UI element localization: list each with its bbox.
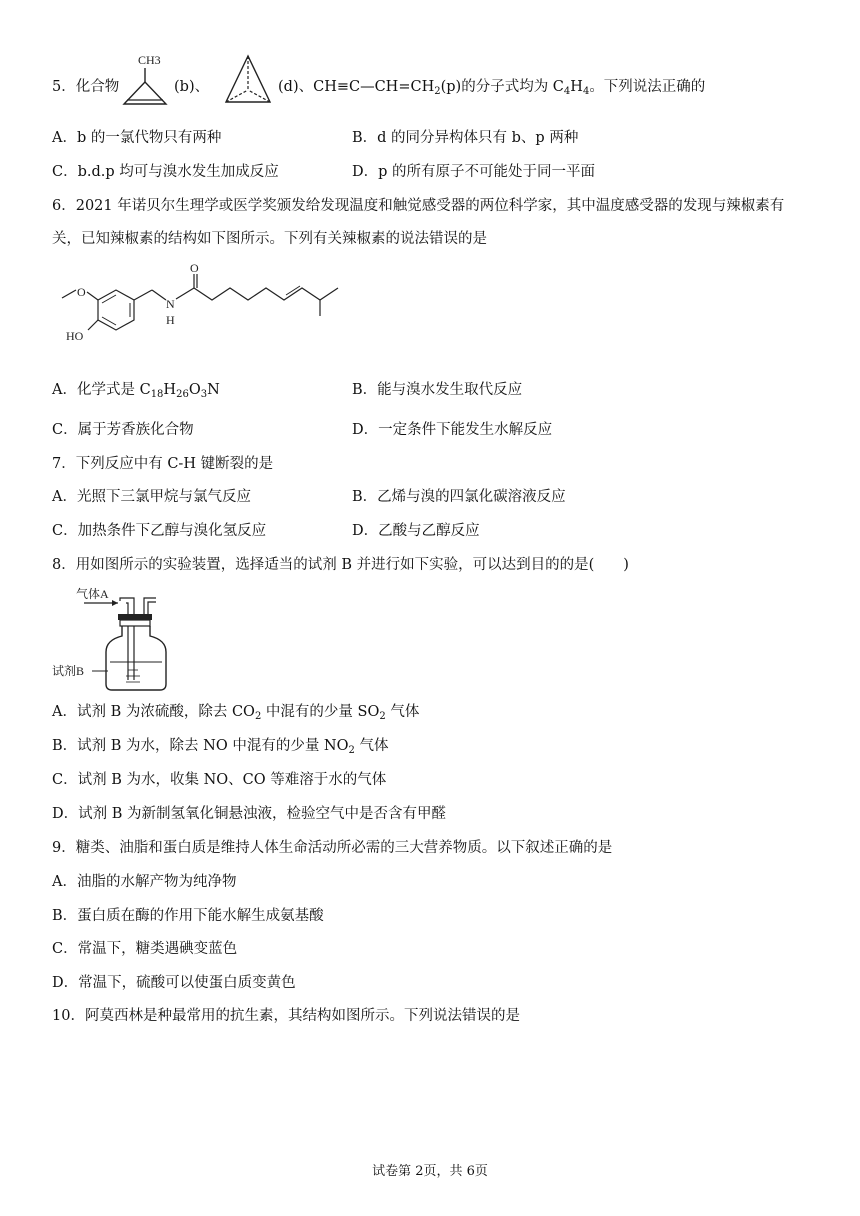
svg-text:试剂B: 试剂B: [52, 664, 85, 678]
q7-stem: 7．下列反应中有 C-H 键断裂的是: [52, 456, 274, 472]
q5-stem: [52, 77, 119, 97]
svg-text:HO: HO: [66, 329, 84, 343]
q6-option-d: D．一定条件下能发生水解反应: [352, 422, 553, 438]
q9-option-b: B．蛋白质在酶的作用下能水解生成氨基酸: [52, 908, 324, 924]
q8-option-b: B．试剂 B 为水，除去 NO 中混有的少量 $NO_2$ 气体: [52, 738, 389, 756]
gas-washing-bottle-apparatus: [52, 584, 162, 694]
q6-stem-line2: 关，已知辣椒素的结构如下图所示。下列有关辣椒素的说法错误的是: [52, 231, 487, 247]
q6-stem-line1: 6．2021 年诺贝尔生理学或医学奖颁发给发现温度和触觉感受器的两位科学家，其中温度感受器的发现与辣椒素有: [52, 198, 785, 214]
svg-text:气体A: 气体A: [76, 587, 109, 601]
q10-stem: 10．阿莫西林是种最常用的抗生素，其结构如图所示。下列说法错误的是: [52, 1008, 520, 1024]
page-footer: 试卷第 2页，共 6页: [372, 1164, 488, 1179]
q5-b-label: (b)、: [174, 79, 210, 95]
q8-option-c: C．试剂 B 为水，收集 NO、CO 等难溶于水的气体: [52, 772, 387, 788]
q5-number-label: 5．化合物: [52, 79, 120, 95]
q6-option-c: C．属于芳香族化合物: [52, 422, 194, 438]
q8-option-a: A．试剂 B 为浓硫酸，除去 $CO_2$ 中混有的少量 $SO_2$ 气体: [52, 704, 420, 722]
q5-stem-rest: (d)、$CH\equiv C—CH=CH_2(p)$的分子式均为 $C_4H_4$。下列说法正确的: [278, 79, 706, 97]
q5-option-d: D．p 的所有原子不可能处于同一平面: [352, 164, 596, 180]
q5-option-c: C．b.d.p 均可与溴水发生加成反应: [52, 164, 279, 180]
q7-option-d: D．乙酸与乙醇反应: [352, 523, 480, 539]
q9-stem: 9．糖类、油脂和蛋白质是维持人体生命活动所必需的三大营养物质。以下叙述正确的是: [52, 840, 613, 856]
q5-option-a: A．b 的一氯代物只有两种: [52, 130, 222, 146]
compound-b-cyclopropene-structure: [118, 52, 172, 110]
q8-stem: 8．用如图所示的实验装置，选择适当的试剂 B 并进行如下实验，可以达到目的的是( ): [52, 557, 629, 573]
q6-option-b: B．能与溴水发生取代反应: [352, 382, 523, 398]
svg-text:N: N: [166, 297, 175, 311]
capsaicin-structure: [62, 261, 362, 348]
q8-option-d: D．试剂 B 为新制氢氧化铜悬浊液，检验空气中是否含有甲醛: [52, 806, 446, 822]
q7-option-a: A．光照下三氯甲烷与氯气反应: [52, 489, 251, 505]
methyl-group-label: CH3: [138, 53, 161, 67]
q9-option-a: A．油脂的水解产物为纯净物: [52, 874, 237, 890]
svg-text:O: O: [190, 261, 199, 275]
q9-option-d: D．常温下，硫酸可以使蛋白质变黄色: [52, 975, 296, 991]
compound-d-tetrahedrane-structure: [222, 52, 276, 110]
q7-option-b: B．乙烯与溴的四氯化碳溶液反应: [352, 489, 566, 505]
q7-option-c: C．加热条件下乙醇与溴化氢反应: [52, 523, 267, 539]
q5-option-b: B．d 的同分异构体只有 b、p 两种: [352, 130, 579, 146]
svg-text:H: H: [166, 313, 175, 327]
q6-option-a: A．化学式是 $C_{18}H_{26}O_3N$: [52, 382, 220, 400]
svg-text:O: O: [77, 285, 86, 299]
q9-option-c: C．常温下，糖类遇碘变蓝色: [52, 941, 238, 957]
